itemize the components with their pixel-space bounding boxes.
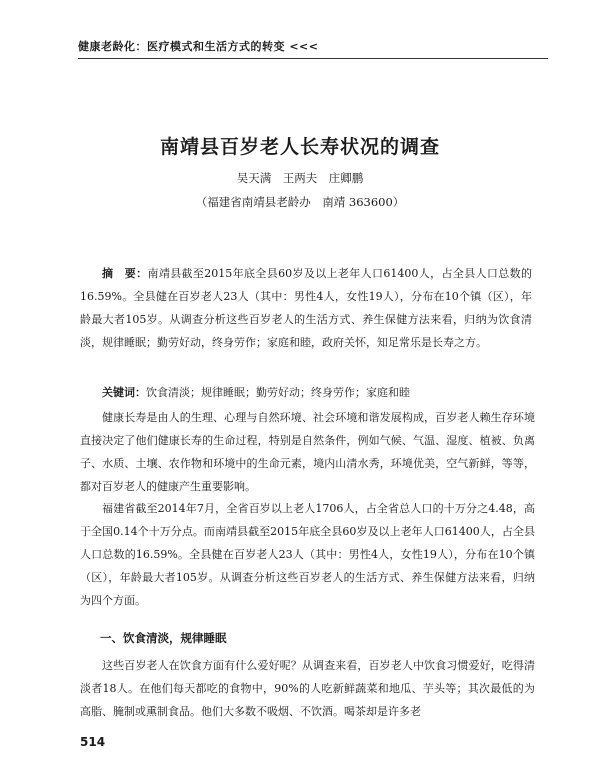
running-header: 健康老龄化：医疗模式和生活方式的转变 <<< xyxy=(78,40,319,53)
body-paragraph-2: 福建省截至2014年7月，全省百岁以上老人1706人，占全省总人口的十万分之4.48，高于全国0.14个十万分点。而南靖县截至2015年底全县60岁及以上老年人口61400人，占全县人口总数的16.59%。全县健在百岁老人23人（其中：男性4人，女性19人），分布在10个镇（区），年龄最大者105岁。从调查分析这些百岁老人的生活方式、养生保健方法来看，归纳为四个方面。 xyxy=(80,502,535,607)
keywords-label: 关键词： xyxy=(102,386,146,399)
keywords xyxy=(80,384,532,402)
abstract-text: 南靖县截至2015年底全县60岁及以上老年人口61400人，占全县人口总数的16.59%。全县健在百岁老人23人（其中：男性4人，女性19人），分布在10个镇（区），年龄最大者105岁。从调查分析这些百岁老人的生活方式、养生保健方法来看，归纳为饮食清淡，规律睡眠；勤劳好动，终身劳作；家庭和睦，政府关怀，知足常乐是长寿之方。 xyxy=(80,267,533,349)
article-affiliation: （福建省南靖县老龄办 南靖 363600） xyxy=(195,195,405,209)
page-number: 514 xyxy=(80,735,106,749)
keywords-text: 饮食清淡；规律睡眠；勤劳好动；终身劳作；家庭和睦 xyxy=(146,386,410,399)
body-paragraph-1: 健康长寿是由人的生理、心理与自然环境、社会环境和谐发展构成，百岁老人赖生存环境直接决定了他们健康长寿的生命过程，特别是自然条件，例如气候、气温、湿度、植被、负离子、水质、土壤、农作物和环境中的生命元素，境内山清水秀，环境优美，空气新鲜，等等，都对百岁老人的健康产生重要影响。 xyxy=(80,411,535,493)
header-rule xyxy=(78,58,548,59)
abstract-label: 摘 要： xyxy=(102,267,148,280)
article-authors: 吴天满 王两夫 庄卿鹏 xyxy=(236,171,364,185)
abstract xyxy=(80,262,532,354)
section-heading: 一、饮食清淡，规律睡眠 xyxy=(100,631,227,645)
body-paragraph-3: 这些百岁老人在饮食方面有什么爱好呢？从调查来看，百岁老人中饮食习惯爱好，吃得清淡者18人。在他们每天都吃的食物中，90%的人吃新鲜蔬菜和地瓜、芋头等；其次最低的为高脂、腌制或熏制食品。他们大多数不吸烟、不饮酒。喝茶却是许多老 xyxy=(80,659,535,718)
article-title: 南靖县百岁老人长寿状况的调查 xyxy=(159,136,440,158)
